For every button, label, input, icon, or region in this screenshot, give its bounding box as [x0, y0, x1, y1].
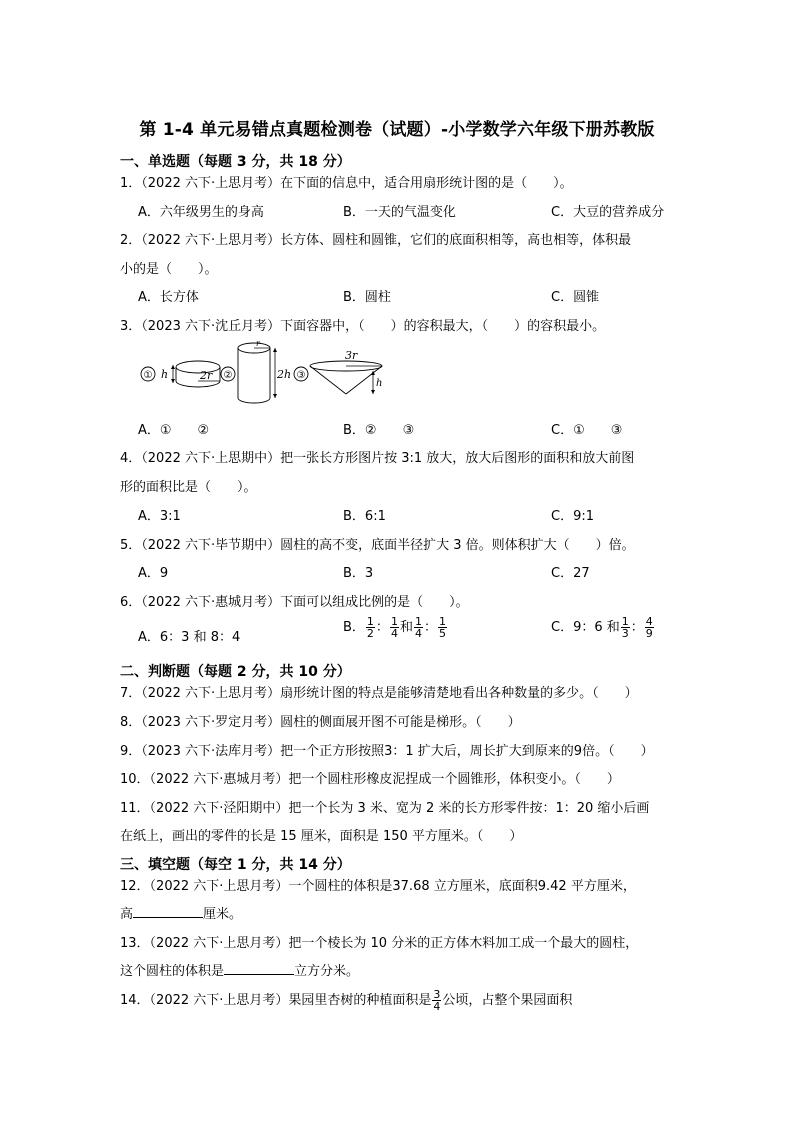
question-2-option-b: B．圆柱 [343, 290, 391, 305]
question-5-option-a: A．9 [138, 566, 169, 581]
label-h2: 2h [277, 368, 292, 381]
page-title: 第 1-4 单元易错点真题检测卷（试题）-小学数学六年级下册苏教版 [139, 120, 655, 140]
fraction: $\frac{1}{2}$ [366, 615, 374, 640]
question-1-option-c: C．大豆的营养成分 [551, 205, 665, 220]
question-5-stem: 5．（2022 六下·毕节期中）圆柱的高不变，底面半径扩大 3 倍。则体积扩大（ ）倍。 [120, 538, 635, 553]
question-9: 9．（2023 六下·法库月考）把一个正方形按照3：1 扩大后，周长扩大到原来的9倍。（ ） [120, 744, 654, 759]
question-4-option-a: A．3:1 [138, 509, 181, 524]
section-heading-fill-blank: 三、填空题（每空 1 分，共 14 分） [120, 857, 351, 873]
fraction: $\frac{4}{9}$ [645, 615, 653, 640]
fraction: $\frac{1}{3}$ [621, 615, 629, 640]
question-1-stem: 1．（2022 六下·上思月考）在下面的信息中，适合用扇形统计图的是（ ）。 [120, 176, 573, 191]
question-3-option-a: A．① ② [138, 423, 210, 438]
question-3-option-c: C．① ③ [551, 423, 623, 438]
question-10: 10．（2022 六下·惠城月考）把一个圆柱形橡皮泥捏成一个圆锥形，体积变小。（ ） [120, 772, 620, 787]
question-11-line1: 11．（2022 六下·泾阳期中）把一个长为 3 米、宽为 2 米的长方形零件按：1：20 缩小后画 [120, 801, 650, 816]
question-3-option-b: B．② ③ [343, 423, 415, 438]
question-6-stem: 6．（2022 六下·惠城月考）下面可以组成比例的是（ ）。 [120, 595, 469, 610]
question-4-option-c: C．9:1 [551, 509, 594, 524]
question-5-option-c: C．27 [551, 566, 590, 581]
label-3: ③ [296, 370, 306, 381]
question-4-stem-line2: 形的面积比是（ ）。 [120, 480, 257, 495]
question-5-option-b: B．3 [343, 566, 374, 581]
question-1-option-a: A．六年级男生的身高 [138, 205, 264, 220]
question-6-option-b: B． $\frac{1}{2}$ ： $\frac{1}{4}$ 和 $\frac{1}{4}$ ： $\frac{1}{5}$ [343, 615, 446, 640]
label-2: ② [223, 370, 233, 381]
question-2-option-c: C．圆锥 [551, 290, 600, 305]
question-4-stem-line1: 4．（2022 六下·上思期中）把一张长方形图片按 3:1 放大，放大后图形的面积和放大前图 [120, 451, 635, 466]
question-2-stem-line2: 小的是（ ）。 [120, 262, 218, 277]
label-r3: 3r [345, 349, 358, 362]
fraction: $\frac{1}{5}$ [438, 615, 446, 640]
question-12-line1: 12．（2022 六下·上思月考）一个圆柱的体积是37.68 立方厘米，底面积9.42 平方厘米， [120, 879, 636, 894]
containers-figure [136, 338, 396, 408]
answer-blank[interactable] [133, 905, 203, 918]
fraction: $\frac{3}{4}$ [433, 988, 441, 1013]
question-3-stem: 3．（2023 六下·沈丘月考）下面容器中，（ ）的容积最大，（ ）的容积最小。 [120, 319, 606, 334]
question-1-option-b: B．一天的气温变化 [343, 205, 456, 220]
question-6-option-a: A．6：3 和 8：4 [138, 630, 241, 645]
fraction: $\frac{1}{4}$ [390, 615, 398, 640]
question-2-option-a: A．长方体 [138, 290, 199, 305]
question-8: 8．（2023 六下·罗定月考）圆柱的侧面展开图不可能是梯形。（ ） [120, 715, 521, 730]
question-2-stem-line1: 2．（2022 六下·上思月考）长方体、圆柱和圆锥，它们的底面积相等，高也相等，体积最 [120, 233, 632, 248]
fraction: $\frac{1}{4}$ [414, 615, 422, 640]
question-12-line2: 高 厘米。 [120, 907, 243, 922]
question-13-line2: 这个圆柱的体积是 立方分米。 [120, 964, 360, 979]
svg-text:r: r [256, 339, 260, 348]
answer-blank[interactable] [224, 962, 294, 975]
label-h1: h [161, 368, 169, 381]
question-6-option-c: C．9：6 和 $\frac{1}{3}$ ： $\frac{4}{9}$ [551, 615, 653, 640]
question-4-option-b: B．6:1 [343, 509, 386, 524]
question-11-line2: 在纸上，画出的零件的长是 15 厘米，面积是 150 平方厘米。（ ） [120, 829, 523, 844]
question-13-line1: 13．（2022 六下·上思月考）把一个棱长为 10 分米的正方体木料加工成一个最大的圆柱， [120, 936, 639, 951]
label-r1: 2r [200, 369, 213, 382]
section-heading-true-false: 二、判断题（每题 2 分，共 10 分） [120, 664, 351, 680]
label-h3: h [376, 378, 383, 389]
section-heading-single-choice: 一、单选题（每题 3 分，共 18 分） [120, 154, 351, 170]
question-7: 7．（2022 六下·上思月考）扇形统计图的特点是能够清楚地看出各种数量的多少。（ ） [120, 686, 638, 701]
label-1: ① [143, 370, 153, 381]
question-14: 14．（2022 六下·上思月考）果园里杏树的种植面积是 $\frac{3}{4}$ 公顷，占整个果园面积 [120, 988, 573, 1013]
